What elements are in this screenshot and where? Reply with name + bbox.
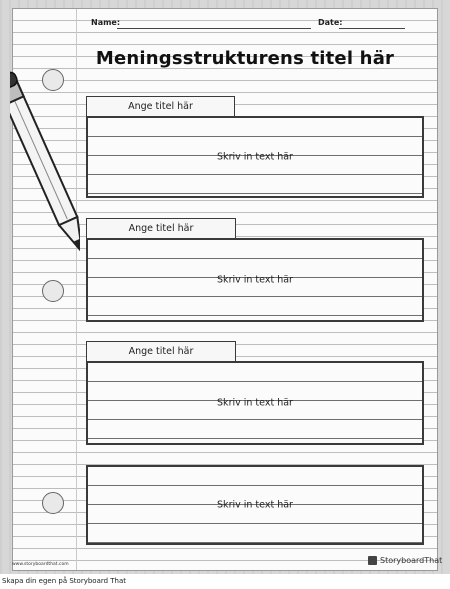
text-box[interactable] bbox=[86, 116, 424, 198]
text-box-placeholder: Skriv in text här bbox=[217, 397, 293, 409]
logo-text: StoryboardThat bbox=[380, 556, 443, 565]
caption[interactable]: Skapa din egen på Storyboard That bbox=[2, 577, 127, 585]
text-box[interactable] bbox=[86, 465, 424, 545]
pencil-icon bbox=[10, 64, 80, 274]
text-box-placeholder: Skriv in text här bbox=[217, 499, 293, 511]
date-label: Date: bbox=[318, 18, 343, 27]
date-field[interactable] bbox=[339, 28, 405, 29]
name-field[interactable] bbox=[117, 28, 311, 29]
section-title-tab[interactable]: Ange titel här bbox=[86, 218, 236, 238]
section-title-tab[interactable]: Ange titel här bbox=[86, 96, 235, 116]
text-box[interactable] bbox=[86, 238, 424, 322]
name-label: Name: bbox=[91, 18, 121, 27]
punch-hole bbox=[42, 280, 64, 302]
logo-icon bbox=[368, 556, 377, 565]
footer-url[interactable]: www.storyboardthat.com bbox=[12, 562, 69, 567]
section-title-tab[interactable]: Ange titel här bbox=[86, 341, 236, 361]
text-box-placeholder: Skriv in text här bbox=[217, 151, 293, 163]
text-box-placeholder: Skriv in text här bbox=[217, 274, 293, 286]
storyboard-logo bbox=[368, 556, 442, 565]
page-title: Meningsstrukturens titel här bbox=[95, 48, 395, 69]
text-box[interactable] bbox=[86, 361, 424, 445]
punch-hole bbox=[42, 492, 64, 514]
